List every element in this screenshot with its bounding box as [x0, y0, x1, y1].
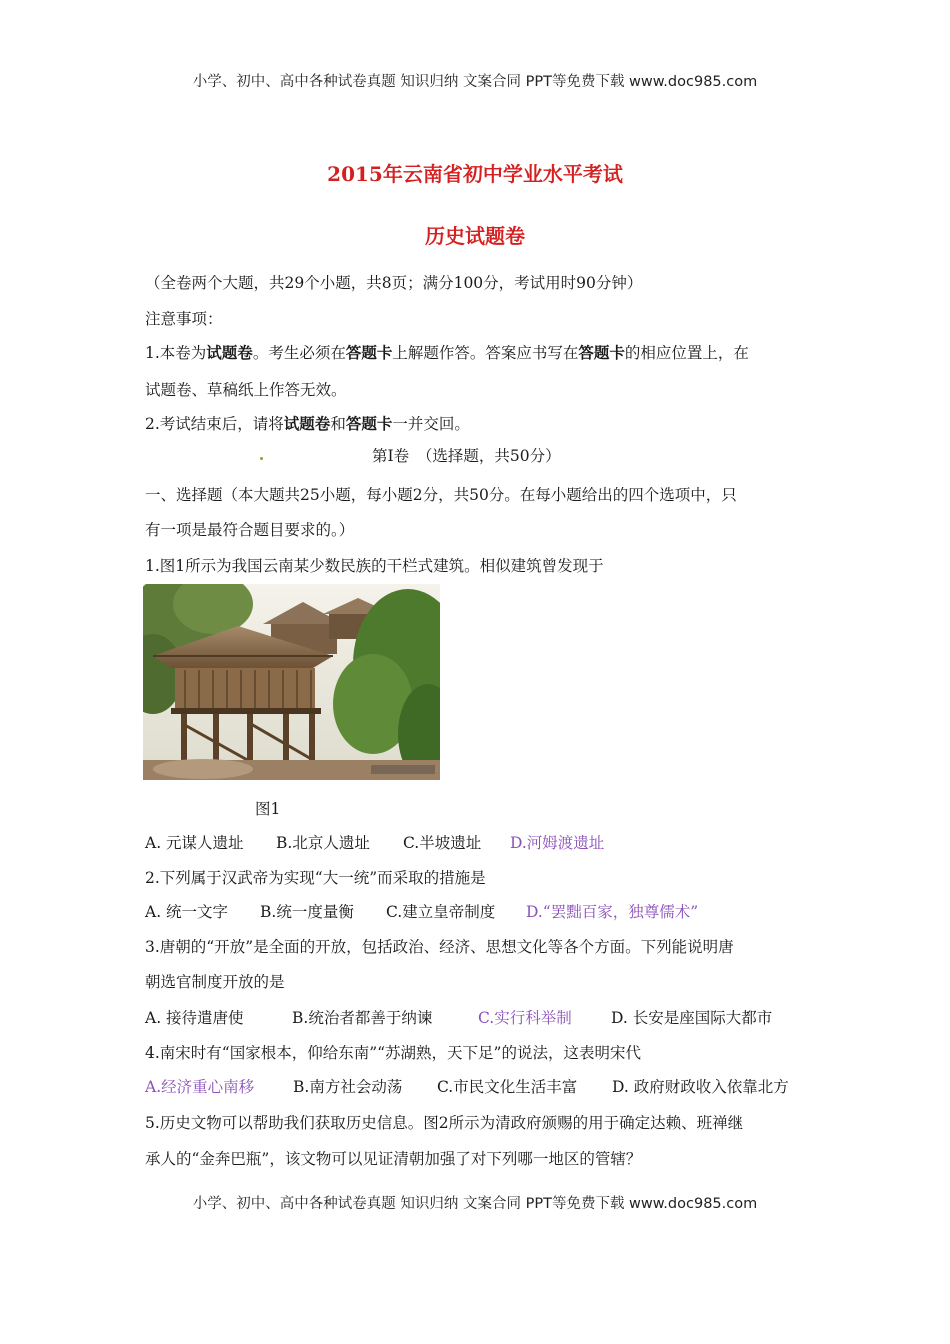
notice-1-term-test-paper: 试题卷: [206, 343, 253, 362]
q4-option-d: D. 政府财政收入依靠北方: [612, 1078, 789, 1096]
q1-stem: 1.图1所示为我国云南某少数民族的干栏式建筑。相似建筑曾发现于: [145, 557, 604, 575]
q2-option-a: A. 统一文字: [145, 903, 229, 921]
stilt-house-photo: [143, 584, 440, 780]
notice-1-part-e: 上解题作答。答案应书写在: [392, 344, 579, 362]
notice-1: [145, 341, 749, 363]
q1-option-d: D.河姆渡遗址: [510, 834, 605, 852]
notice-2: [145, 412, 470, 434]
q4-stem: 4.南宋时有“国家根本，仰给东南”“苏湖熟，天下足”的说法，这表明宋代: [145, 1044, 641, 1062]
q3-option-b: B.统治者都善于纳谏: [292, 1009, 433, 1027]
q1-option-b: B.北京人遗址: [276, 834, 370, 852]
q5-stem-line-1: 5.历史文物可以帮助我们获取历史信息。图2所示为清政府颁赐的用于确定达赖、班禅继: [145, 1114, 744, 1132]
stilt-house-image: [143, 584, 440, 780]
notice-1-part-g: 的相应位置上，在: [624, 344, 749, 362]
q2-option-d: D.“罢黜百家，独尊儒术”: [526, 903, 699, 921]
page-footer: 小学、初中、高中各种试卷真题 知识归纳 文案合同 PPT等免费下载 www.doc985.com: [192, 1196, 758, 1212]
q2-option-b: B.统一度量衡: [260, 903, 354, 921]
q1-option-c: C.半坡遗址: [403, 834, 482, 852]
notice-1-line-2: 试题卷、草稿纸上作答无效。: [145, 381, 347, 399]
notice-2-term-test-paper: 试题卷: [283, 414, 331, 433]
page-header: 小学、初中、高中各种试卷真题 知识归纳 文案合同 PPT等免费下载 www.doc985.com: [192, 74, 758, 90]
exam-info: （全卷两个大题，共29个小题，共8页；满分100分，考试用时90分钟）: [145, 274, 643, 292]
figure-1-caption: 图1: [255, 800, 281, 818]
notice-heading: 注意事项：: [145, 310, 223, 328]
exam-subtitle: 历史试题卷: [425, 224, 525, 248]
q2-option-c: C.建立皇帝制度: [386, 903, 496, 921]
notice-1-part-a: 1.本卷为: [145, 344, 207, 362]
q3-option-d: D. 长安是座国际大都市: [611, 1009, 773, 1027]
section-1-line-1: 一、选择题（本大题共25小题，每小题2分，共50分。在每小题给出的四个选项中，只: [145, 486, 737, 504]
stray-dot: [260, 457, 263, 460]
q3-option-a: A. 接待遣唐使: [145, 1009, 244, 1027]
q4-option-a: A.经济重心南移: [145, 1078, 255, 1096]
notice-2-part-c: 和: [330, 415, 346, 433]
q4-option-b: B.南方社会动荡: [293, 1078, 403, 1096]
exam-title: 2015年云南省初中学业水平考试: [327, 162, 623, 186]
q4-option-c: C.市民文化生活丰富: [437, 1078, 578, 1096]
notice-2-term-answer-card: 答题卡: [345, 414, 393, 433]
q3-stem-line-2: 朝选官制度开放的是: [145, 973, 285, 991]
notice-1-term-answer-card-2: 答题卡: [578, 343, 625, 362]
notice-1-part-c: 。考生必须在: [252, 344, 346, 362]
notice-2-part-a: 2.考试结束后，请将: [145, 415, 284, 433]
q1-option-a: A. 元谋人遗址: [145, 834, 244, 852]
q2-stem: 2.下列属于汉武帝为实现“大一统”而采取的措施是: [145, 869, 486, 887]
notice-1-term-answer-card: 答题卡: [345, 343, 393, 362]
q5-stem-line-2: 承人的“金奔巴瓶”，该文物可以见证清朝加强了对下列哪一地区的管辖？: [145, 1150, 642, 1168]
q3-stem-line-1: 3.唐朝的“开放”是全面的开放，包括政治、经济、思想文化等各个方面。下列能说明唐: [145, 938, 734, 956]
part-1-heading: 第Ⅰ卷 （选择题，共50分）: [372, 447, 561, 465]
section-1-line-2: 有一项是最符合题目要求的。）: [145, 521, 355, 539]
notice-2-part-e: 一并交回。: [392, 415, 470, 433]
q3-option-c: C.实行科举制: [478, 1009, 572, 1027]
